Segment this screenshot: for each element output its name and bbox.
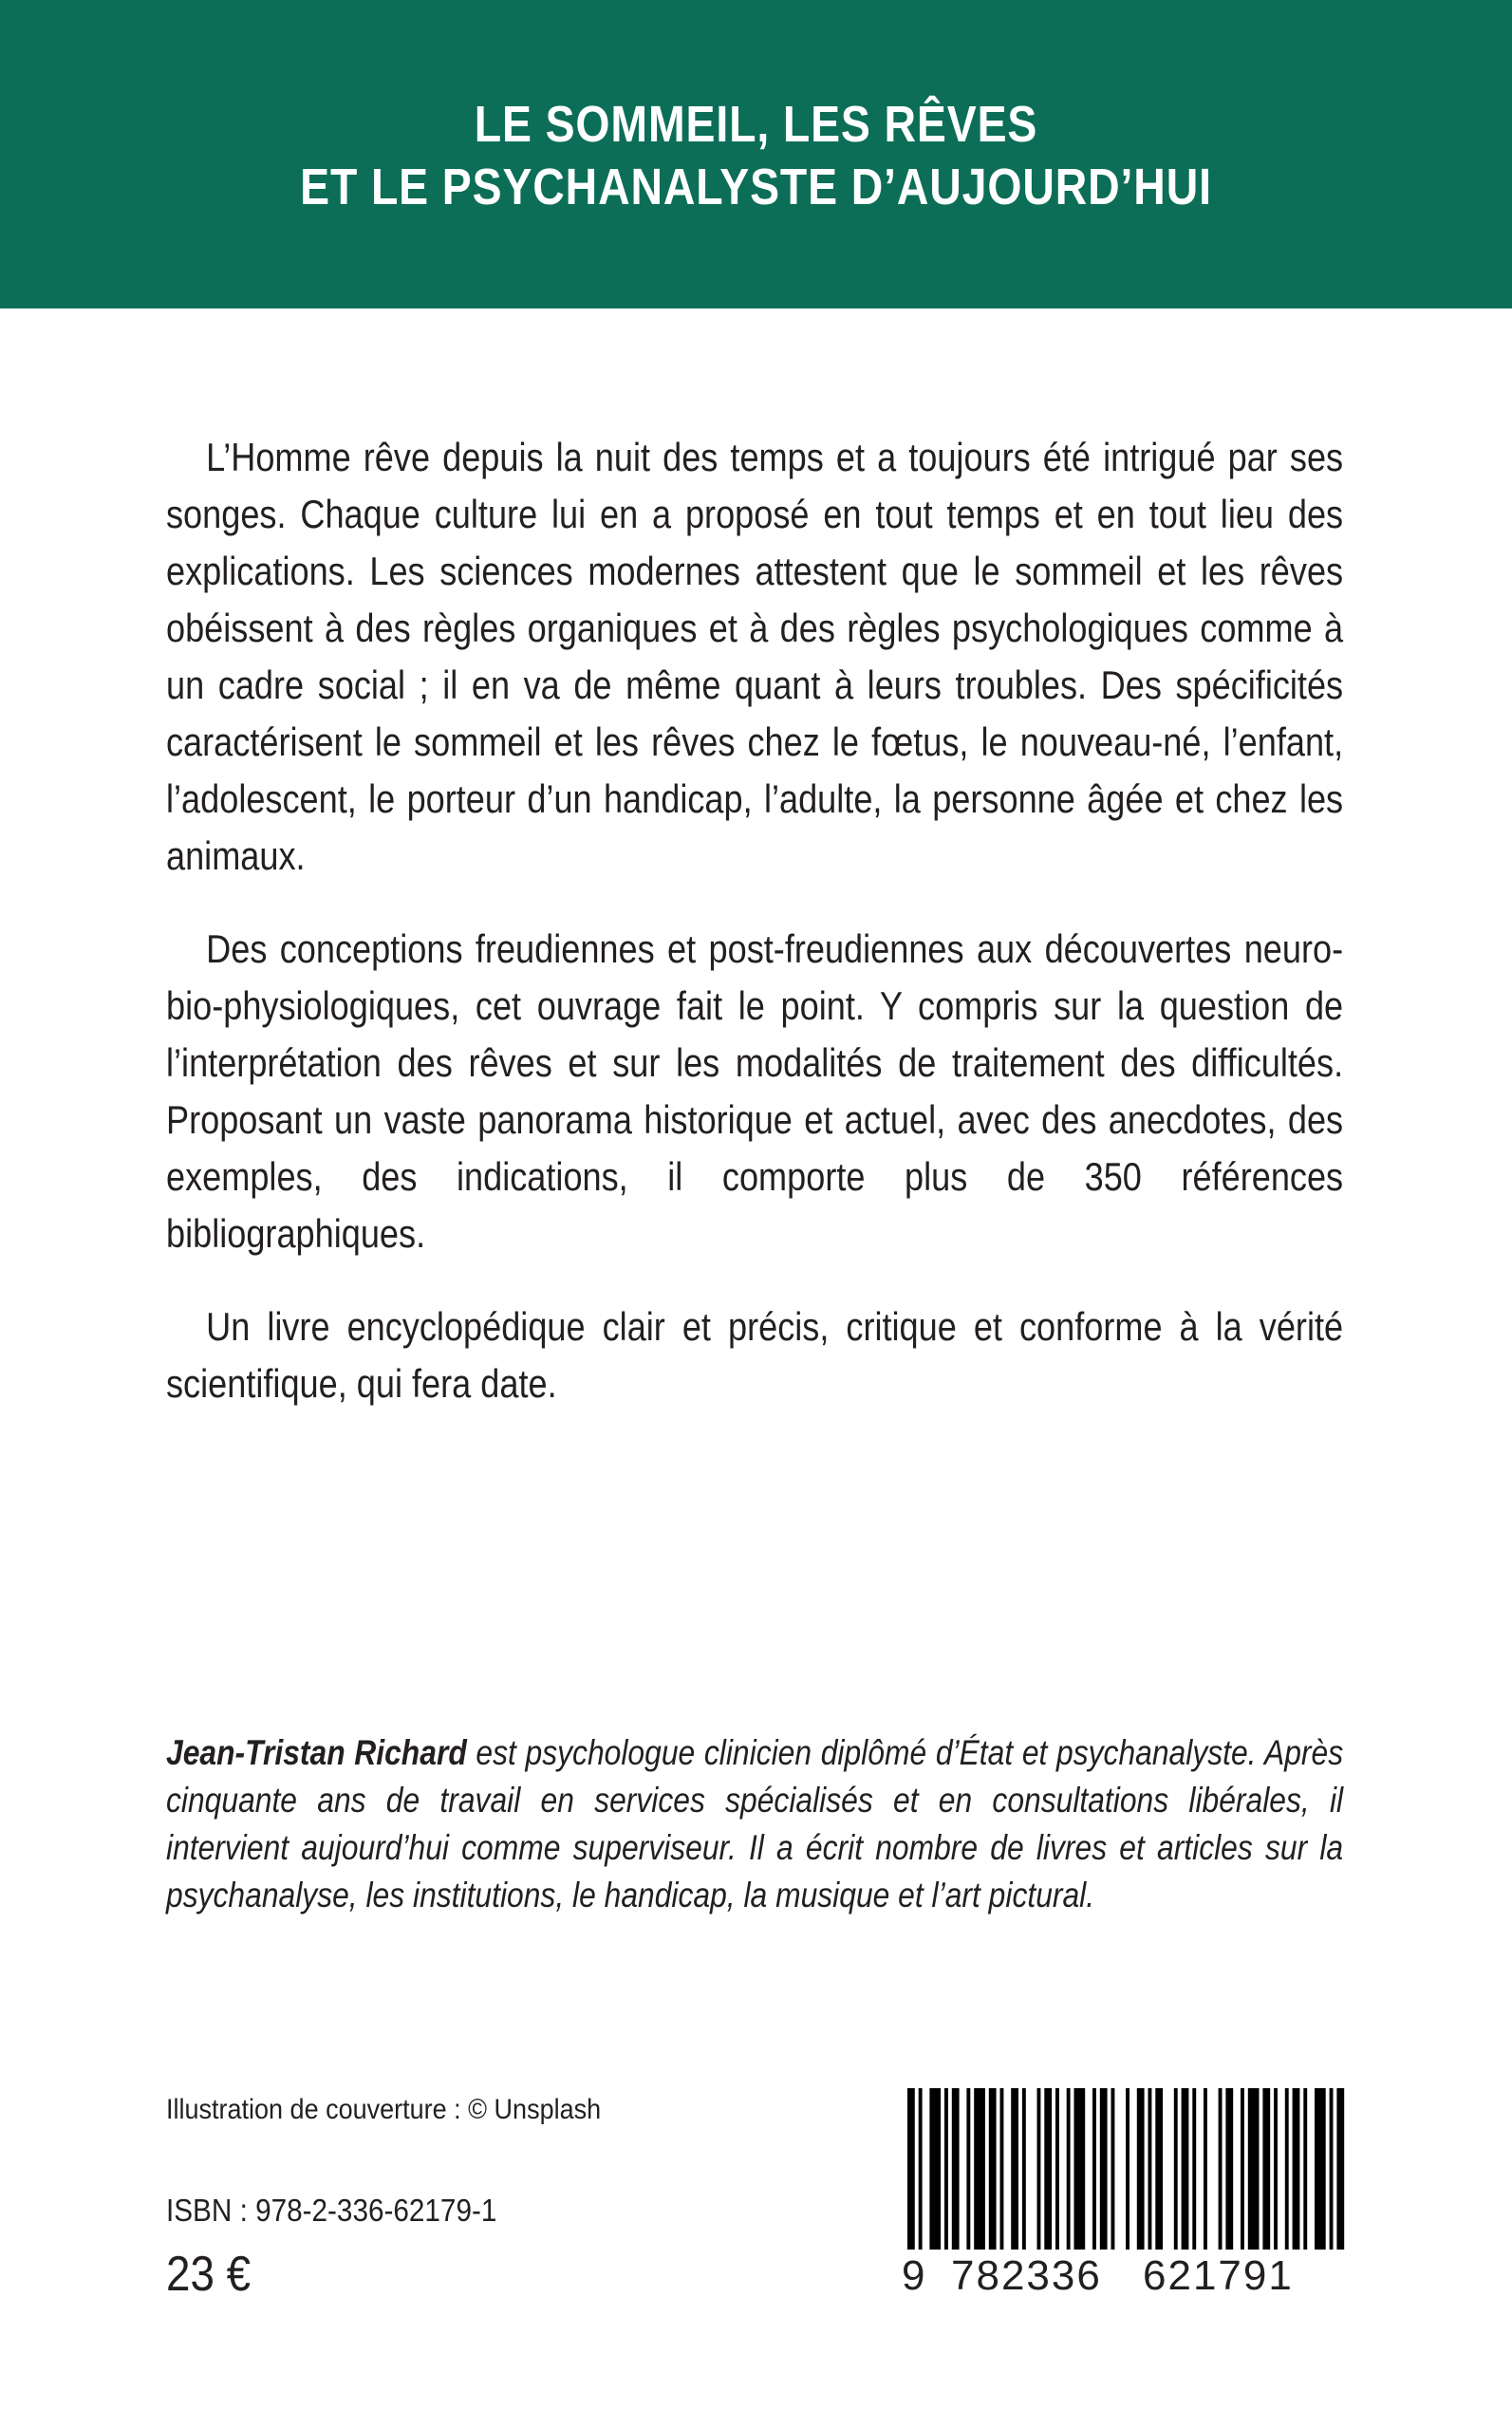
barcode-bar [1022, 2088, 1026, 2250]
barcode-bar [952, 2088, 960, 2250]
blurb-paragraph-3: Un livre encyclopédique clair et précis, critique et conforme à la vérité scientifique, qui fera date. [166, 1304, 1344, 1406]
blurb-paragraph-2: Des conceptions freudiennes et post-freudiennes aux découvertes neuro-bio-physiologiques, cet ouvrage fait le point. Y compris sur la question de l’interprétation des rêves et sur les modalités de traitement des difficultés. Proposant un vaste panorama historique et actuel, avec des anecdotes, des exemples, des indications, il comporte plus de 350 références bibliographiques. [166, 926, 1344, 1256]
barcode-bar [1192, 2088, 1196, 2250]
barcode-bar [989, 2088, 997, 2250]
barcode-bar [1174, 2088, 1178, 2250]
barcode-bar [966, 2088, 970, 2250]
barcode-bar [1067, 2088, 1071, 2250]
barcode-digit-first: 9 [902, 2252, 930, 2300]
barcode-bar [1044, 2088, 1052, 2250]
barcode-bar [944, 2088, 948, 2250]
barcode-bar [929, 2088, 941, 2250]
barcode-bar [1219, 2088, 1223, 2250]
book-title [106, 93, 1407, 218]
blurb [166, 429, 1343, 1448]
isbn: ISBN : 978-2-336-62179-1 [166, 2193, 497, 2228]
title-line-2: ET LE PSYCHANALYSTE D’AUJOURD’HUI [300, 159, 1212, 215]
barcode-bar [1303, 2088, 1307, 2250]
barcode-bar [1241, 2088, 1244, 2250]
barcode-bar [1111, 2088, 1115, 2250]
barcode-bar [1293, 2088, 1300, 2250]
barcode-bar [1074, 2088, 1086, 2250]
barcode-bar [1336, 2088, 1344, 2250]
barcode-bar [1182, 2088, 1189, 2250]
barcode-bar [1137, 2088, 1145, 2250]
price: 23 € [166, 2247, 252, 2302]
barcode-bar [1262, 2088, 1270, 2250]
barcode-bar [1248, 2088, 1260, 2250]
barcode-bar [1000, 2088, 1004, 2250]
barcode-bar [907, 2088, 915, 2250]
barcode-bar [1274, 2088, 1278, 2250]
author-name: Jean-Tristan Richard [166, 1733, 467, 1772]
barcode-bar [1204, 2088, 1207, 2250]
title-line-1: LE SOMMEIL, LES RÊVES [474, 96, 1038, 153]
barcode-bar [1155, 2088, 1163, 2250]
author-bio [166, 1729, 1343, 1919]
barcode-digits-left: 782336 [951, 2252, 1102, 2299]
barcode-bar [1330, 2088, 1334, 2250]
barcode-bar [1126, 2088, 1129, 2250]
barcode-bar [1092, 2088, 1096, 2250]
author-bio-text: est psychologue clinicien diplômé d’État et psychanalyste. Après cinquante ans de travail en services spécialisés et en consultations libérales, il intervient aujourd’hui comme superviseur. Il a écrit nombre de livres et articles sur la psychanalyse, les institutions, le handicap, la musique et l’art pictural. [166, 1733, 1344, 1914]
barcode-bar [1315, 2088, 1326, 2250]
barcode-bar [1148, 2088, 1152, 2250]
cover-credit: Illustration de couverture : © Unsplash [166, 2094, 602, 2125]
barcode-bar [1225, 2088, 1233, 2250]
barcode-bars [902, 2088, 1348, 2250]
barcode-digits [902, 2252, 1348, 2300]
barcode-bar [919, 2088, 923, 2250]
barcode-bar [1055, 2088, 1059, 2250]
barcode-bar [1285, 2088, 1289, 2250]
barcode-digits-right: 621791 [1143, 2252, 1294, 2299]
barcode-bar [1100, 2088, 1108, 2250]
barcode-bar [1011, 2088, 1018, 2250]
barcode-bar [974, 2088, 985, 2250]
blurb-paragraph-1: L’Homme rêve depuis la nuit des temps et a toujours été intrigué par ses songes. Chaque culture lui en a proposé en tout temps et en tout lieu des explications. Les sciences modernes attestent que le sommeil et les rêves obéissent à des règles organiques et à des règles psychologiques comme à un cadre social ; il en va de même quant à leurs troubles. Des spécificités caractérisent le sommeil et les rêves chez le fœtus, le nouveau-né, l’enfant, l’adolescent, le porteur d’un handicap, l’adulte, la personne âgée et chez les animaux. [166, 435, 1344, 878]
barcode-bar [1037, 2088, 1041, 2250]
